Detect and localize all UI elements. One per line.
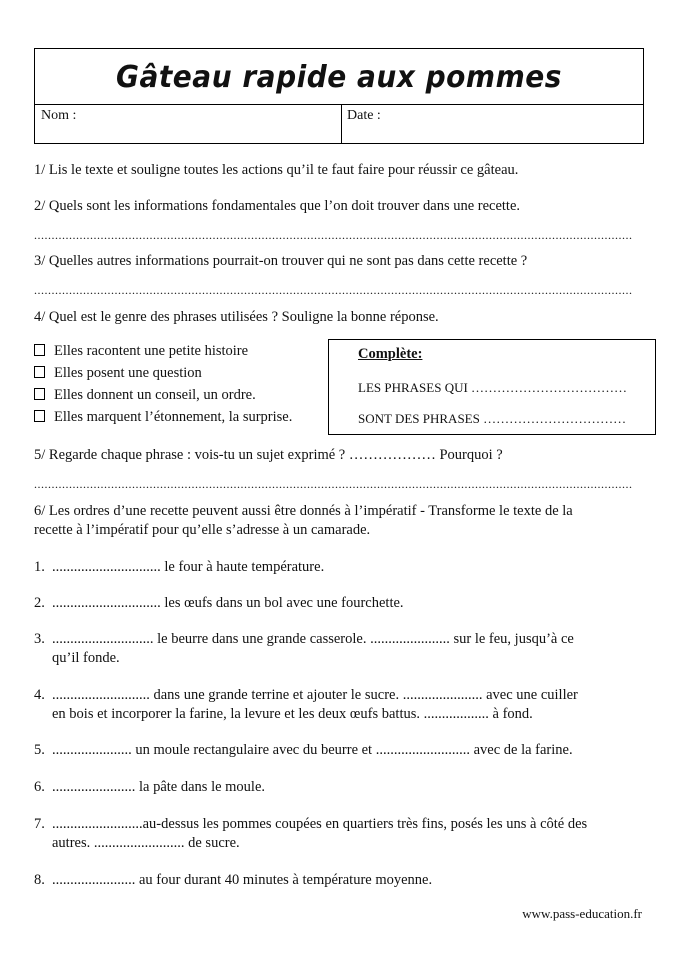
step-number: 1.	[34, 559, 45, 575]
answer-line-5[interactable]: ...........................................................................................................................................................................	[34, 477, 632, 491]
step-line[interactable]: ............................ le beurre dans une grande casserole. ...................... sur le feu, jusqu’à ce	[52, 631, 574, 647]
question-2: 2/ Quels sont les informations fondamentales que l’on doit trouver dans une recette.	[34, 198, 521, 214]
answer-line-2[interactable]: ...........................................................................................................................................................................	[34, 228, 632, 242]
checkbox-icon[interactable]	[34, 388, 45, 400]
question-4: 4/ Quel est le genre des phrases utilisées ? Souligne la bonne réponse.	[34, 309, 439, 325]
complete-heading: Complète:	[358, 346, 423, 362]
question-6-line-1: 6/ Les ordres d’une recette peuvent aussi être donnés à l’impératif - Transforme le texte de la	[34, 503, 573, 519]
checkbox-icon[interactable]	[34, 366, 45, 378]
step-number: 5.	[34, 742, 45, 758]
question-3: 3/ Quelles autres informations pourrait-on trouver qui ne sont pas dans cette recette ?	[34, 253, 528, 269]
step-line[interactable]: .........................au-dessus les pommes coupées en quartiers très fins, posés les uns à côté des	[52, 816, 588, 832]
question-6-line-2: recette à l’impératif pour qu’elle s’adresse à un camarade.	[34, 522, 371, 538]
step-number: 4.	[34, 687, 45, 703]
checkbox-icon[interactable]	[34, 344, 45, 356]
name-field[interactable]	[35, 104, 342, 144]
step-line: qu’il fonde.	[52, 650, 120, 666]
complete-box	[328, 339, 656, 435]
complete-row-1[interactable]: LES PHRASES QUI ………………………………	[358, 380, 628, 395]
choice-item[interactable]	[34, 409, 292, 426]
choice-list	[34, 343, 324, 433]
step-line[interactable]: ....................... au four durant 40 minutes à température moyenne.	[52, 872, 433, 888]
choice-label: Elles marquent l’étonnement, la surprise.	[54, 409, 293, 425]
choice-item[interactable]	[34, 343, 248, 360]
step-line[interactable]: ....................... la pâte dans le moule.	[52, 779, 266, 795]
choice-item[interactable]	[34, 387, 256, 404]
complete-row-2[interactable]: SONT DES PHRASES ……………………………	[358, 411, 627, 426]
choice-label: Elles racontent une petite histoire	[54, 343, 249, 359]
answer-line-3[interactable]: ...........................................................................................................................................................................	[34, 283, 632, 297]
choice-label: Elles donnent un conseil, un ordre.	[54, 387, 256, 403]
date-label: Date :	[347, 108, 381, 123]
step-line[interactable]: .............................. les œufs dans un bol avec une fourchette.	[52, 595, 404, 611]
checkbox-icon[interactable]	[34, 410, 45, 422]
date-field[interactable]	[341, 104, 643, 144]
title-table	[34, 48, 644, 144]
step-line[interactable]: .............................. le four à haute température.	[52, 559, 325, 575]
question-5: 5/ Regarde chaque phrase : vois-tu un sujet exprimé ? ……………… Pourquoi ?	[34, 447, 503, 463]
step-line[interactable]: autres. ......................... de sucre.	[52, 835, 240, 851]
worksheet-title: Gâteau rapide aux pommes	[116, 58, 562, 95]
name-label: Nom :	[41, 108, 77, 123]
step-number: 6.	[34, 779, 45, 795]
step-number: 3.	[34, 631, 45, 647]
choice-label: Elles posent une question	[54, 365, 202, 381]
step-line[interactable]: ...................... un moule rectangulaire avec du beurre et .......................... avec de la farine.	[52, 742, 573, 758]
step-number: 2.	[34, 595, 45, 611]
footer-url: www.pass-education.fr	[522, 906, 642, 921]
step-number: 7.	[34, 816, 45, 832]
question-1: 1/ Lis le texte et souligne toutes les actions qu’il te faut faire pour réussir ce gâteau.	[34, 162, 519, 178]
title-cell	[35, 49, 643, 105]
choice-item[interactable]	[34, 365, 202, 382]
step-line[interactable]: en bois et incorporer la farine, la levure et les deux œufs battus. .................. à fond.	[52, 706, 533, 722]
step-number: 8.	[34, 872, 45, 888]
step-line[interactable]: ........................... dans une grande terrine et ajouter le sucre. ...................... avec une cuiller	[52, 687, 578, 703]
